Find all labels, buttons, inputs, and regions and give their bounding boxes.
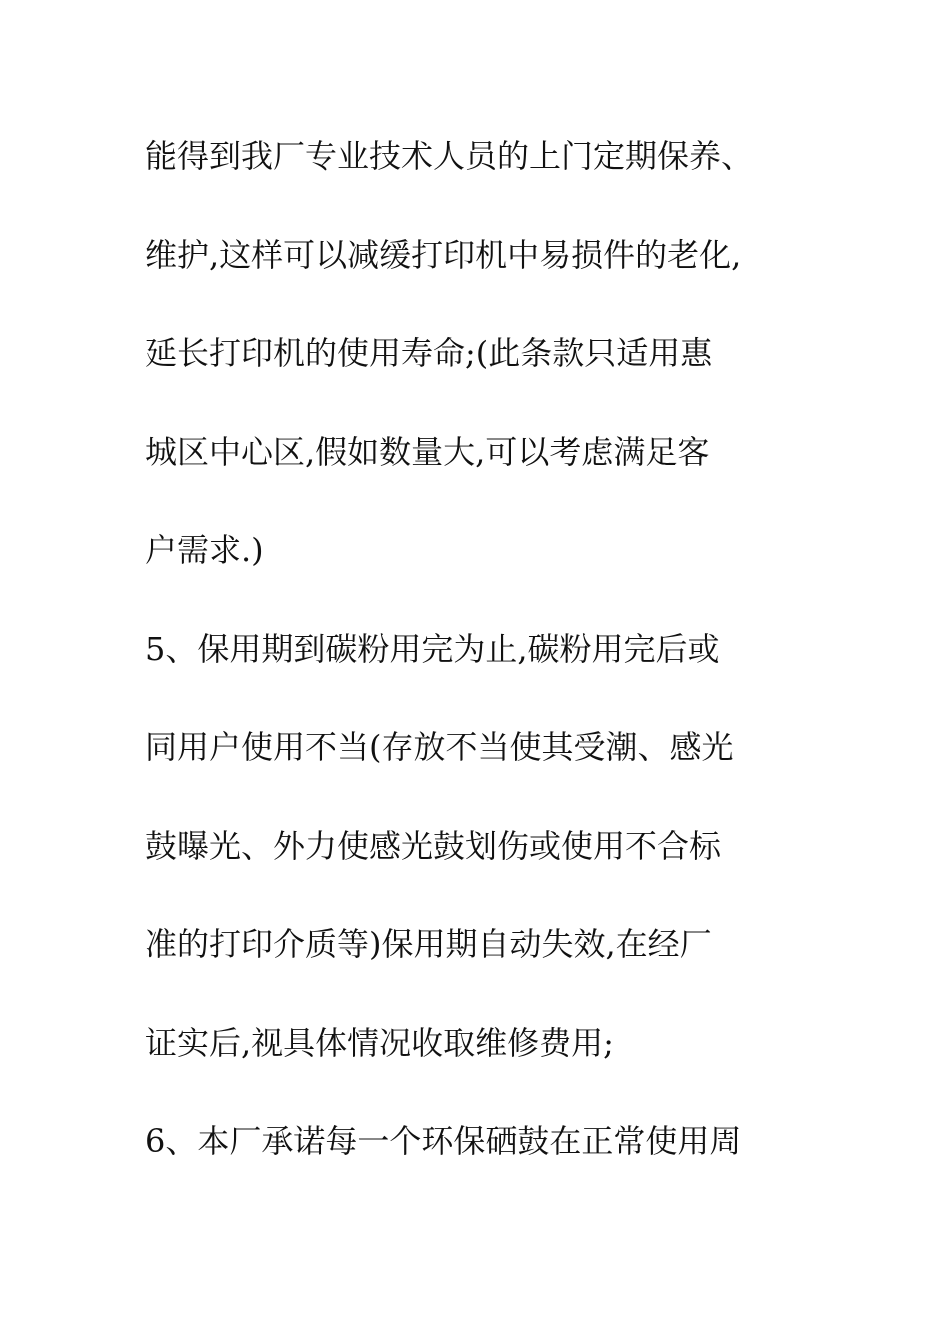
text-line: 准的打印介质等)保用期自动失效,在经厂 bbox=[145, 925, 712, 963]
text-line: 维护,这样可以减缓打印机中易损件的老化, bbox=[145, 235, 742, 274]
text-line: 能得到我厂专业技术人员的上门定期保养、 bbox=[145, 137, 754, 175]
body-text bbox=[145, 120, 825, 1204]
text-line: 鼓曝光、外力使感光鼓划伤或使用不合标 bbox=[145, 826, 722, 865]
text-line: 城区中心区,假如数量大,可以考虑满足客 bbox=[145, 432, 710, 471]
text-line: 户需求.) bbox=[145, 531, 264, 569]
text-line: 同用户使用不当(存放不当使其受潮、感光 bbox=[145, 728, 734, 766]
text-line: 延长打印机的使用寿命;(此条款只适用惠 bbox=[145, 334, 713, 372]
text-line: 证实后,视具体情况收取维修费用; bbox=[145, 1023, 614, 1062]
text-line: 5、保用期到碳粉用完为止,碳粉用完后或 bbox=[145, 629, 720, 668]
text-line: 6、本厂承诺每一个环保硒鼓在正常使用周 bbox=[145, 1122, 742, 1160]
